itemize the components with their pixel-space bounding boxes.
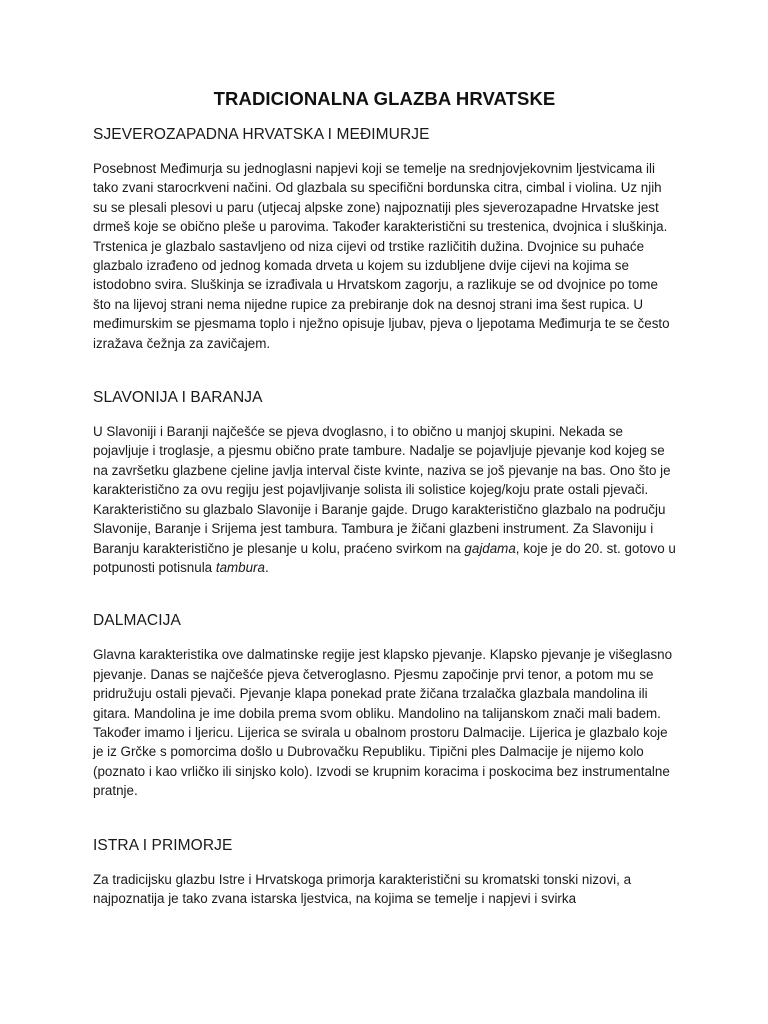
paragraph-text: . xyxy=(264,559,269,575)
section-heading: DALMACIJA xyxy=(93,612,181,630)
document-title: TRADICIONALNA GLAZBA HRVATSKE xyxy=(213,88,556,109)
paragraph-text: , koje je do 20. st. gotovo u potpunosti potisnula xyxy=(93,540,676,575)
section-paragraph: Posebnost Međimurja su jednoglasni napjevi koji se temelje na srednjovjekovnim ljestvicama ili tako zvani starocrkveni načini. Od glazbala su specifični bordunska citra, cimbal i violina. Uz njih su se plesali plesovi u paru (utjecaj alpske zone) najpoznatiji ples sjeverozapadne Hrvatske jest drmeš koje se obično pleše u parovima. Također karakteristični su trestenica, dvojnica i sluškinja. Trstenica je glazbalo sastavljeno od niza cijevi od trstike različitih dužina. Dvojnice su puhaće glazbalo izrađeno od jednog komada drveta u kojem su izdubljene dvije cijevi na kojima se istodobno svira. Sluškinja se izrađivala u Hrvatskom zagorju, a razlikuje se od dvojnice po tome što na lijevoj strani nema nijedne rupice za prebiranje dok na desnoj strani ima šest rupica. U međimurskim se pjesmama toplo i nježno opisuje ljubav, pjeva o ljepotama Međimurja te se često izražava čežnja za zavičajem. xyxy=(93,161,670,351)
section-heading: ISTRA I PRIMORJE xyxy=(93,836,233,854)
emphasis-gajdama: gajdama xyxy=(464,540,516,556)
section-sjeverozapadna-hrvatska xyxy=(93,126,676,353)
section-dalmacija xyxy=(93,612,676,800)
section-istra-i-primorje xyxy=(93,837,676,909)
section-paragraph: Za tradicijsku glazbu Istre i Hrvatskoga primorja karakteristični su kromatski tonski nizovi, a najpoznatija je tako zvana istarska ljestvica, na kojima se temelje i napjevi i svirka xyxy=(93,871,632,906)
section-paragraph xyxy=(93,422,676,577)
emphasis-tambura: tambura xyxy=(215,559,265,575)
paragraph-text: U Slavoniji i Baranji najčešće se pjeva dvoglasno, i to obično u manjoj skupini. Nekada se pojavljuje i troglasje, a pjesmu obično prate tambure. Nadalje se pojavljuje pjevanje kod kojeg se na završetku glazbene cjeline javlja interval čiste kvinte, naziva se još pjevanje na bas. Ono što je karakteristično za ovu regiju jest pojavljivanje solista ili solistice kojeg/koju prate ostali pjevači. Karakteristično su glazbalo Slavonije i Baranje gajde. Drugo karakteristično glazbalo na području Slavonije, Baranje i Srijema jest tambura. Tambura je žičani glazbeni instrument. Za Slavoniju i Baranju karakteristično je plesanje u kolu, praćeno svirkom na xyxy=(93,424,671,556)
section-slavonija-i-baranja xyxy=(93,389,676,577)
section-heading: SLAVONIJA I BARANJA xyxy=(93,389,263,407)
section-paragraph: Glavna karakteristika ove dalmatinske regije jest klapsko pjevanje. Klapsko pjevanje je višeglasno pjevanje. Danas se najčešće pjeva četveroglasno. Pjesmu započinje prvi tenor, a potom mu se pridružuju ostali pjevači. Pjevanje klapa ponekad prate žičana trzalačka glazbala mandolina ili gitara. Mandolina je ime dobila prema svom obliku. Mandolino na talijanskom znači mali badem. Također imamo i ljericu. Lijerica se svirala u obalnom prostoru Dalmacije. Lijerica je glazbalo koje je iz Grčke s pomorcima došlo u Dubrovačku Republiku. Tipični ples Dalmacije je nijemo kolo (poznato i kao vrličko ili sinjsko kolo). Izvodi se krupnim koracima i poskocima bez instrumentalne pratnje. xyxy=(93,647,673,799)
section-heading: SJEVEROZAPADNA HRVATSKA I MEĐIMURJE xyxy=(93,126,430,143)
